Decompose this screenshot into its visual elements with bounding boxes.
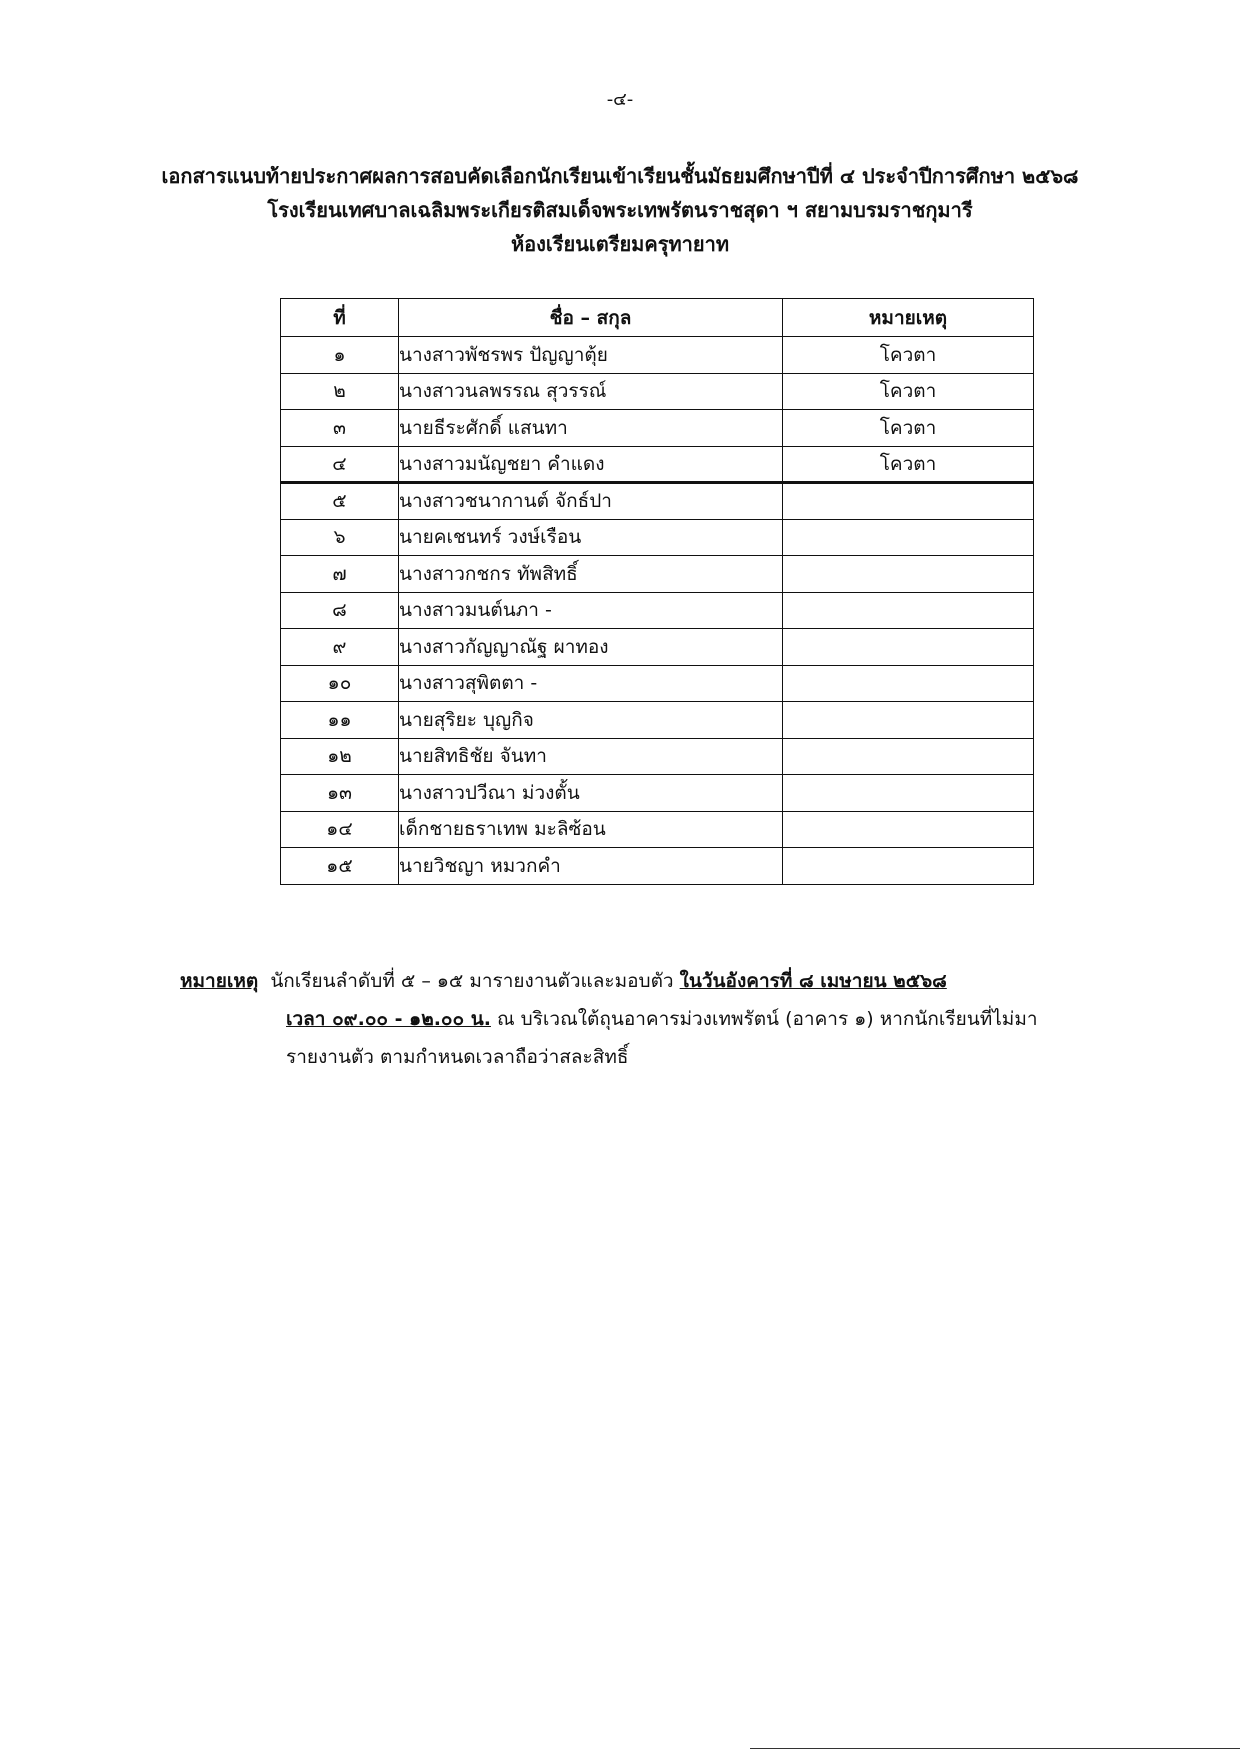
row-remark	[783, 519, 1034, 556]
note-line-2	[180, 1000, 1130, 1038]
remark-note	[180, 962, 1130, 1076]
student-name: นางสาวชนากานต์ จักธ์ปา	[399, 483, 783, 520]
report-time: เวลา ๐๙.๐๐ - ๑๒.๐๐ น.	[286, 1008, 491, 1030]
student-name: นางสาวมนัญชยา คำแดง	[399, 446, 783, 483]
row-remark	[783, 483, 1034, 520]
table-row	[281, 811, 1034, 848]
student-name: นายธีระศักดิ์ แสนทา	[399, 410, 783, 447]
student-name: นายคเชนทร์ วงษ์เรือน	[399, 519, 783, 556]
row-number: ๑๔	[281, 811, 399, 848]
row-number: ๑๒	[281, 738, 399, 775]
table-row	[281, 410, 1034, 447]
table-row	[281, 337, 1034, 374]
column-header-name: ชื่อ – สกุล	[399, 299, 783, 337]
row-remark: โควตา	[783, 337, 1034, 374]
row-number: ๑๕	[281, 848, 399, 885]
student-name: นางสาวกัญญาณัฐ ผาทอง	[399, 629, 783, 666]
row-number: ๖	[281, 519, 399, 556]
note-label: หมายเหตุ	[180, 970, 259, 992]
row-number: ๑๐	[281, 665, 399, 702]
column-header-remark: หมายเหตุ	[783, 299, 1034, 337]
row-number: ๗	[281, 556, 399, 593]
student-name: นางสาวกชกร ทัพสิทธิ์	[399, 556, 783, 593]
note-location: ณ บริเวณใต้ถุนอาคารม่วงเทพรัตน์ (อาคาร ๑) หากนักเรียนที่ไม่มา	[490, 1008, 1038, 1030]
row-remark	[783, 556, 1034, 593]
report-date: ในวันอังคารที่ ๘ เมษายน ๒๕๖๘	[679, 970, 947, 992]
table-row	[281, 373, 1034, 410]
note-line-3	[180, 1038, 1130, 1076]
page-number: -๔-	[606, 89, 634, 110]
row-number: ๒	[281, 373, 399, 410]
student-name: นางสาวมนต์นภา -	[399, 592, 783, 629]
table-row	[281, 519, 1034, 556]
row-remark: โควตา	[783, 410, 1034, 447]
program-name: ห้องเรียนเตรียมครุทายาท	[510, 232, 730, 256]
row-remark	[783, 811, 1034, 848]
row-remark	[783, 738, 1034, 775]
table-row	[281, 775, 1034, 812]
row-remark	[783, 592, 1034, 629]
note-forfeit: รายงานตัว ตามกำหนดเวลาถือว่าสละสิทธิ์	[286, 1046, 629, 1068]
row-number: ๑	[281, 337, 399, 374]
note-line-1	[180, 962, 1130, 1000]
table-row	[281, 848, 1034, 885]
table-row	[281, 702, 1034, 739]
student-name: นางสาวสุพิตตา -	[399, 665, 783, 702]
bottom-divider	[750, 1748, 1240, 1749]
table-row	[281, 483, 1034, 520]
note-text: นักเรียนลำดับที่ ๕ – ๑๕ มารายงานตัวและมอบตัว	[270, 970, 680, 992]
row-remark	[783, 775, 1034, 812]
row-number: ๙	[281, 629, 399, 666]
row-number: ๑๓	[281, 775, 399, 812]
student-name: เด็กชายธราเทพ มะลิซ้อน	[399, 811, 783, 848]
column-header-number: ที่	[281, 299, 399, 337]
row-remark: โควตา	[783, 373, 1034, 410]
table-row	[281, 446, 1034, 483]
row-number: ๓	[281, 410, 399, 447]
table-header-row	[281, 299, 1034, 337]
student-name: นางสาวพัชรพร ปัญญาตุ้ย	[399, 337, 783, 374]
table-row	[281, 556, 1034, 593]
row-number: ๕	[281, 483, 399, 520]
student-name: นายสิทธิชัย จันทา	[399, 738, 783, 775]
row-number: ๑๑	[281, 702, 399, 739]
student-name: นายสุริยะ บุญกิจ	[399, 702, 783, 739]
row-remark: โควตา	[783, 446, 1034, 483]
table-row	[281, 629, 1034, 666]
row-number: ๘	[281, 592, 399, 629]
student-table	[280, 298, 1034, 885]
row-remark	[783, 848, 1034, 885]
row-remark	[783, 665, 1034, 702]
table-row	[281, 738, 1034, 775]
student-name: นางสาวนลพรรณ สุวรรณ์	[399, 373, 783, 410]
school-name: โรงเรียนเทศบาลเฉลิมพระเกียรติสมเด็จพระเทพรัตนราชสุดา ฯ สยามบรมราชกุมารี	[267, 198, 973, 222]
student-name: นายวิชญา หมวกคำ	[399, 848, 783, 885]
row-remark	[783, 702, 1034, 739]
table-row	[281, 592, 1034, 629]
student-name: นางสาวปวีณา ม่วงตั้น	[399, 775, 783, 812]
table-row	[281, 665, 1034, 702]
row-number: ๔	[281, 446, 399, 483]
row-remark	[783, 629, 1034, 666]
document-title: เอกสารแนบท้ายประกาศผลการสอบคัดเลือกนักเรียนเข้าเรียนชั้นมัธยมศึกษาปีที่ ๔ ประจำปีการศึกษา ๒๕๖๘	[161, 164, 1079, 188]
